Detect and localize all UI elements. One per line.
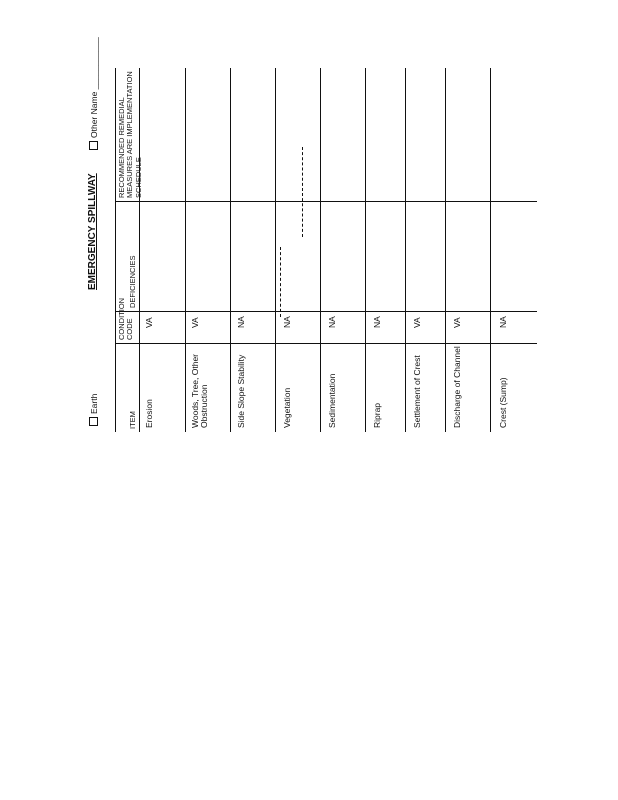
col-divider-3 (115, 201, 537, 202)
col-header-remedial: RECOMMENDED REMEDIAL MEASURES ARE IMPLEMENTATION SCHEDULE (117, 71, 143, 198)
col-divider-1 (115, 343, 537, 344)
row-code-sedimentation[interactable]: NA (327, 316, 337, 328)
earth-option[interactable] (89, 394, 99, 426)
row-sep (275, 68, 276, 432)
row-item-vegetation: Vegetation (282, 387, 292, 428)
row-sep (185, 68, 186, 432)
other-name-option[interactable] (89, 37, 99, 150)
scan-mark (280, 247, 281, 317)
row-code-obstruction[interactable]: VA (190, 317, 200, 328)
row-item-settlement: Settlement of Crest (412, 355, 422, 428)
col-divider-2 (115, 311, 537, 312)
row-item-side-slope: Side Slope Stability (236, 354, 246, 428)
earth-label: Earth (89, 393, 99, 414)
row-item-riprap: Riprap (372, 402, 382, 428)
other-name-label: Other Name (89, 91, 99, 138)
earth-checkbox[interactable] (89, 417, 98, 426)
row-sep (320, 68, 321, 432)
row-sep (405, 68, 406, 432)
row-item-crest: Crest (Sump) (498, 377, 508, 428)
row-item-discharge: Discharge of Channel (452, 346, 462, 428)
other-name-checkbox[interactable] (89, 141, 98, 150)
row-item-obstruction: Woods, Tree, Other Obstruction (190, 353, 210, 428)
row-item-sedimentation: Sedimentation (327, 373, 337, 428)
row-code-vegetation[interactable]: NA (282, 316, 292, 328)
row-code-erosion[interactable]: VA (144, 317, 154, 328)
row-code-riprap[interactable]: NA (372, 316, 382, 328)
table-top-border (115, 68, 116, 432)
rotated-inspection-form (87, 37, 537, 432)
scan-mark (302, 147, 303, 237)
col-header-deficiencies: DEFICIENCIES (128, 255, 137, 308)
row-sep (490, 68, 491, 432)
row-item-erosion: Erosion (144, 399, 154, 428)
form-title: EMERGENCY SPILLWAY (87, 173, 98, 290)
other-name-blank[interactable]: ___________ (89, 37, 99, 90)
row-code-side-slope[interactable]: NA (236, 316, 246, 328)
row-sep (230, 68, 231, 432)
row-sep (365, 68, 366, 432)
col-header-item: ITEM (128, 411, 137, 429)
scan-mark (185, 320, 186, 340)
row-code-crest[interactable]: NA (498, 316, 508, 328)
col-header-condition-code: CONDITION CODE (117, 297, 135, 340)
row-code-discharge[interactable]: VA (452, 317, 462, 328)
row-code-settlement[interactable]: VA (412, 317, 422, 328)
row-sep (445, 68, 446, 432)
